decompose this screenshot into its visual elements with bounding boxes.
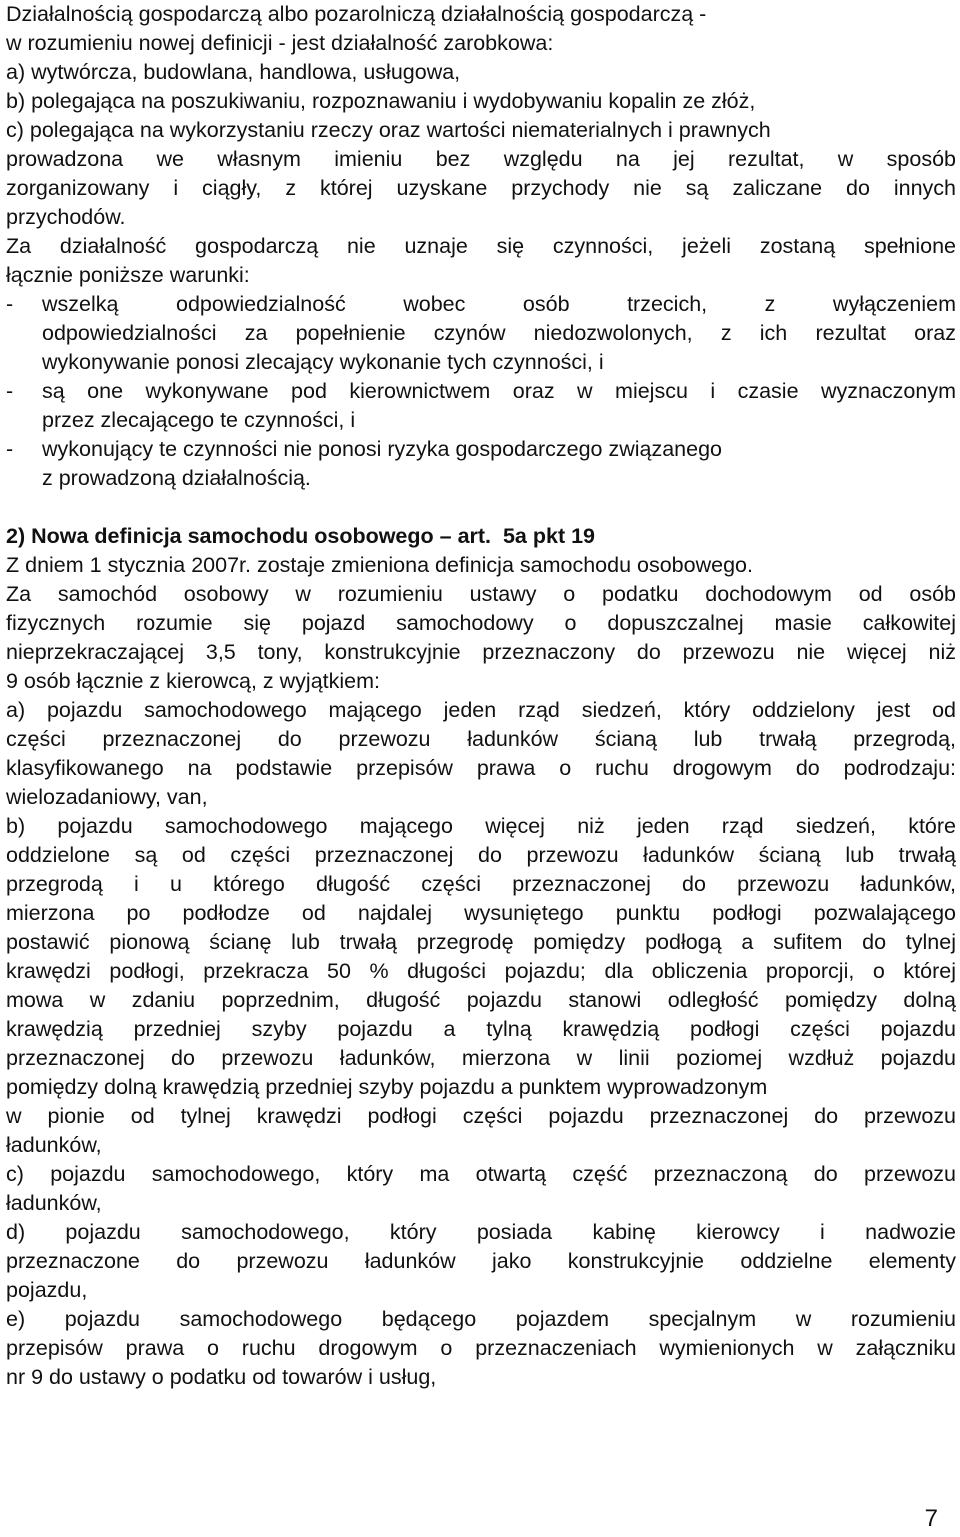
text-line: przeznaczonej do przewozu ładunków, mierzona w linii poziomej wzdłuż pojazdu bbox=[6, 1046, 956, 1070]
text-line: prowadzona we własnym imieniu bez względu na jej rezultat, w sposób bbox=[6, 147, 956, 171]
text-line: b) polegająca na poszukiwaniu, rozpoznawaniu i wydobywaniu kopalin ze złóż, bbox=[6, 89, 756, 113]
text-line: wielozadaniowy, van, bbox=[6, 785, 208, 809]
text-line: nieprzekraczającej 3,5 tony, konstrukcyjnie przeznaczony do przewozu nie więcej niż bbox=[6, 640, 956, 664]
text-line: Za samochód osobowy w rozumieniu ustawy o podatku dochodowym od osób bbox=[6, 582, 956, 606]
text-line: pojazdu, bbox=[6, 1278, 88, 1302]
text-line: łącznie poniższe warunki: bbox=[6, 263, 250, 287]
text-line: Z dniem 1 stycznia 2007r. zostaje zmieniona definicja samochodu osobowego. bbox=[6, 553, 753, 577]
paragraph-gap bbox=[6, 493, 956, 522]
text-line: e) pojazdu samochodowego będącego pojazdem specjalnym w rozumieniu bbox=[6, 1307, 956, 1331]
text-line: b) pojazdu samochodowego mającego więcej niż jeden rząd siedzeń, które bbox=[6, 814, 956, 838]
text-line: fizycznych rozumie się pojazd samochodowy o dopuszczalnej masie całkowitej bbox=[6, 611, 956, 635]
text-line: c) pojazdu samochodowego, który ma otwartą część przeznaczoną do przewozu bbox=[6, 1162, 956, 1186]
text-line: wykonujący te czynności nie ponosi ryzyka gospodarczego związanego bbox=[42, 437, 723, 461]
text-line: postawić pionową ścianę lub trwałą przegrodę pomiędzy podłogą a sufitem do tylnej bbox=[6, 930, 956, 954]
bullet-dash: - bbox=[6, 292, 14, 316]
text-line: a) pojazdu samochodowego mającego jeden rząd siedzeń, który oddzielony jest od bbox=[6, 698, 956, 722]
text-line: w pionie od tylnej krawędzi podłogi części pojazdu przeznaczonej do przewozu bbox=[6, 1104, 956, 1128]
text-line: pomiędzy dolną krawędzią przedniej szyby pojazdu a punktem wyprowadzonym bbox=[6, 1075, 768, 1099]
text-line: przychodów. bbox=[6, 205, 126, 229]
document-page bbox=[6, 0, 956, 1392]
text-line: nr 9 do ustawy o podatku od towarów i usług, bbox=[6, 1365, 437, 1389]
text-line: z prowadzoną działalnością. bbox=[42, 466, 311, 490]
text-line: przepisów prawa o ruchu drogowym o przeznaczeniach wymienionych w załączniku bbox=[6, 1336, 956, 1360]
text-line: Działalnością gospodarczą albo pozarolniczą działalnością gospodarczą - bbox=[6, 2, 707, 26]
text-line: w rozumieniu nowej definicji - jest działalność zarobkowa: bbox=[6, 31, 554, 55]
text-line: części przeznaczonej do przewozu ładunków ścianą lub trwałą przegrodą, bbox=[6, 727, 956, 751]
bullet-item bbox=[6, 290, 956, 377]
text-line: wszelką odpowiedzialność wobec osób trzecich, z wyłączeniem bbox=[42, 292, 956, 316]
bullet-item bbox=[6, 435, 956, 493]
bullet-item bbox=[6, 377, 956, 435]
text-line: klasyfikowanego na podstawie przepisów prawa o ruchu drogowym do podrodzaju: bbox=[6, 756, 956, 780]
text-line: zorganizowany i ciągły, z której uzyskane przychody nie są zaliczane do innych bbox=[6, 176, 956, 200]
text-line: 9 osób łącznie z kierowcą, z wyjątkiem: bbox=[6, 669, 381, 693]
text-line: d) pojazdu samochodowego, który posiada kabinę kierowcy i nadwozie bbox=[6, 1220, 956, 1244]
text-line: ładunków, bbox=[6, 1191, 102, 1215]
text-line: mowa w zdaniu poprzednim, długość pojazdu stanowi odległość pomiędzy dolną bbox=[6, 988, 956, 1012]
text-line: c) polegająca na wykorzystaniu rzeczy oraz wartości niematerialnych i prawnych bbox=[6, 118, 771, 142]
text-line: a) wytwórcza, budowlana, handlowa, usługowa, bbox=[6, 60, 461, 84]
text-line: krawędzi podłogi, przekracza 50 % długości pojazdu; dla obliczenia proporcji, o której bbox=[6, 959, 956, 983]
bullet-dash: - bbox=[6, 437, 14, 461]
text-line: mierzona po podłodze od najdalej wysuniętego punktu podłogi pozwalającego bbox=[6, 901, 956, 925]
text-line: przez zlecającego te czynności, i bbox=[42, 408, 356, 432]
text-line: są one wykonywane pod kierownictwem oraz w miejscu i czasie wyznaczonym bbox=[42, 379, 956, 403]
bullet-dash: - bbox=[6, 379, 14, 403]
text-line: odpowiedzialności za popełnienie czynów niedozwolonych, z ich rezultat oraz bbox=[42, 321, 956, 345]
text-line: przeznaczone do przewozu ładunków jako konstrukcyjnie oddzielne elementy bbox=[6, 1249, 956, 1273]
text-line: przegrodą i u którego długość części przeznaczonej do przewozu ładunków, bbox=[6, 872, 956, 896]
section-heading: 2) Nowa definicja samochodu osobowego – art. 5a pkt 19 bbox=[6, 524, 595, 548]
text-line: ładunków, bbox=[6, 1133, 102, 1157]
text-line: wykonywanie ponosi zlecający wykonanie tych czynności, i bbox=[42, 350, 604, 374]
text-line: krawędzią przedniej szyby pojazdu a tylną krawędzią podłogi części pojazdu bbox=[6, 1017, 956, 1041]
text-line: oddzielone są od części przeznaczonej do przewozu ładunków ścianą lub trwałą bbox=[6, 843, 956, 867]
text-line: Za działalność gospodarczą nie uznaje się czynności, jeżeli zostaną spełnione bbox=[6, 234, 956, 258]
page-number: 7 bbox=[924, 1505, 938, 1532]
